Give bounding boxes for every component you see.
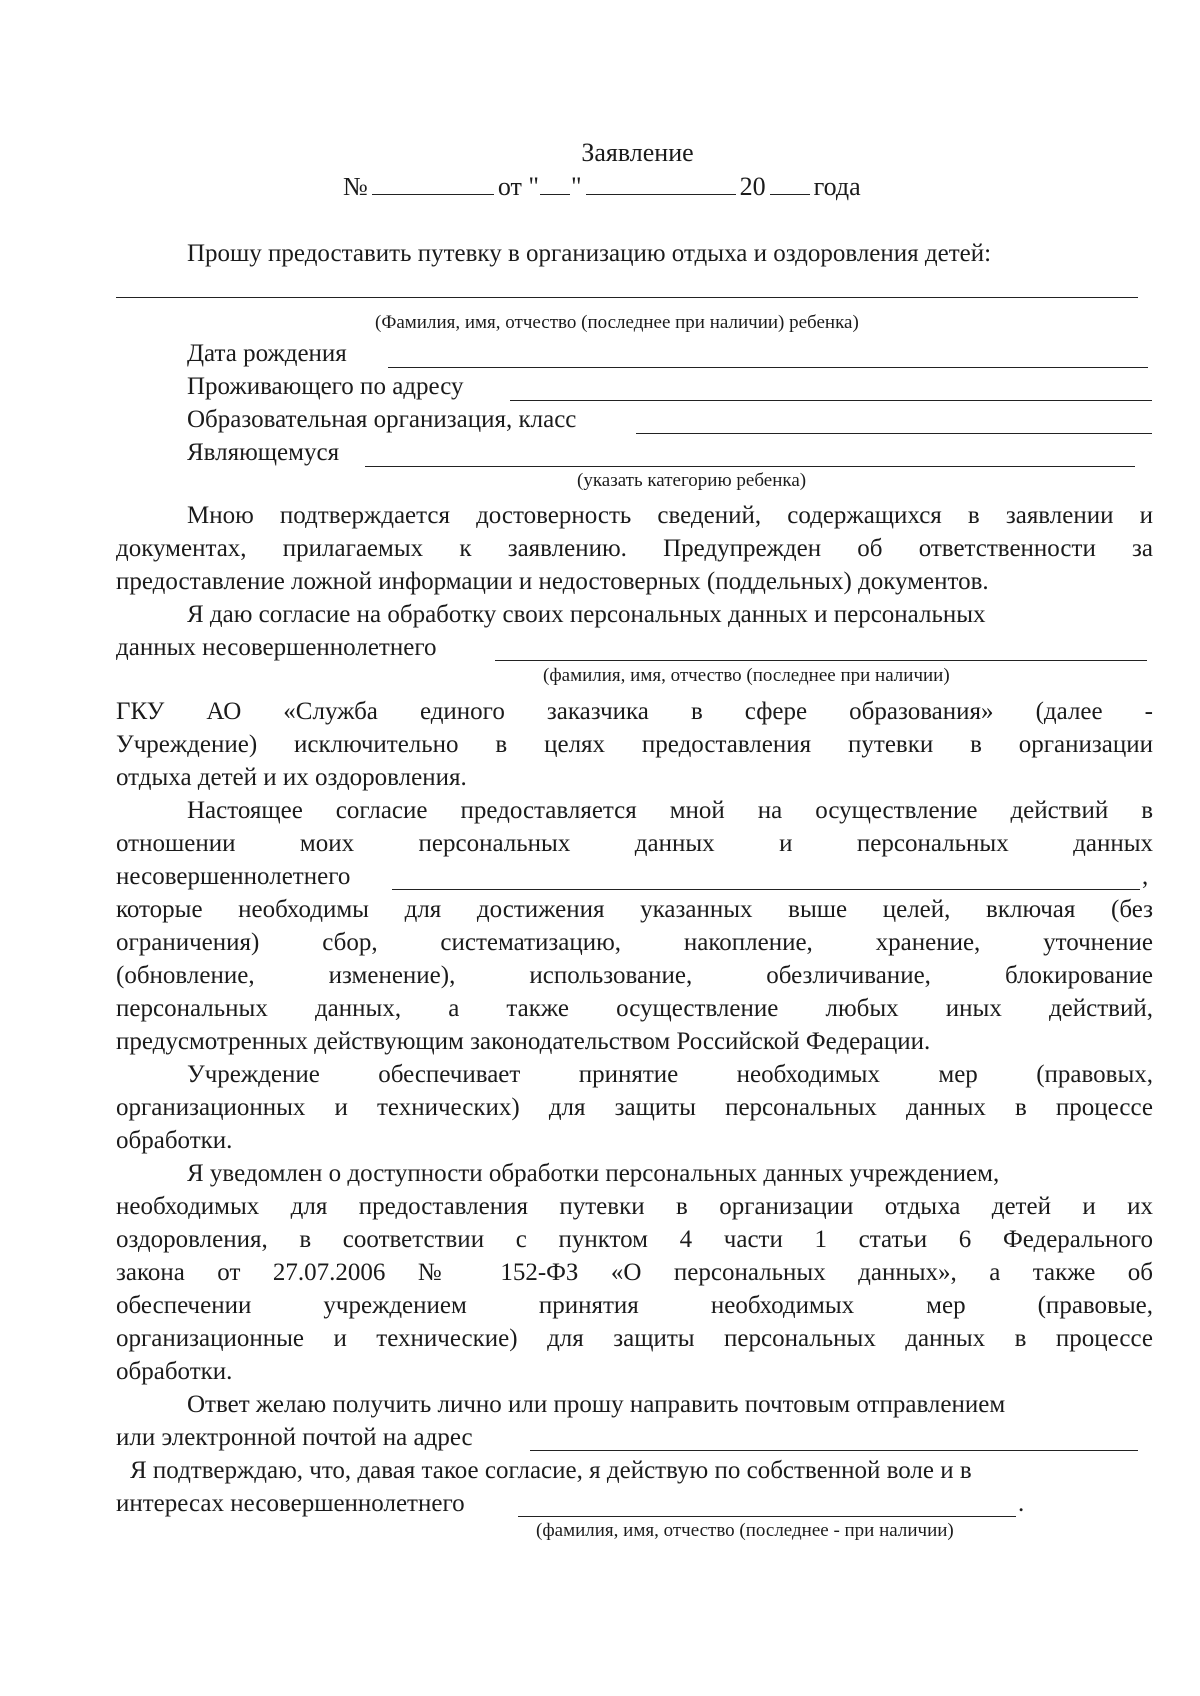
year-blank[interactable] — [770, 172, 810, 195]
quote-close: " — [570, 172, 582, 201]
address-label: Проживающего по адресу — [187, 373, 464, 400]
p4-line3: несовершеннолетнего — [116, 863, 351, 890]
p4-line1: Настоящее согласие предоставляется мной на осуществление действий в — [187, 797, 1153, 824]
p4-line3-comma: , — [1142, 863, 1149, 890]
month-blank[interactable] — [586, 172, 736, 195]
minor-name-field-3[interactable] — [518, 1516, 1016, 1517]
p6-line1: Я уведомлен о доступности обработки персональных данных учреждением, — [187, 1160, 1000, 1187]
p4-line2: отношении моих персональных данных и персональных данных — [116, 830, 1153, 857]
document-title: Заявление — [581, 138, 694, 167]
p8-line1: Я подтверждаю, что, давая такое согласие, я действую по собственной воле и в — [130, 1457, 972, 1484]
p6-line5: обеспечении учреждением принятия необходимых мер (правовые, — [116, 1292, 1153, 1319]
p2-line1: Я даю согласие на обработку своих персональных данных и персональных — [187, 601, 986, 628]
number-date-line — [343, 172, 861, 202]
year-prefix: 20 — [739, 172, 766, 201]
p8-line2-period: . — [1018, 1490, 1025, 1517]
p1-line3: предоставление ложной информации и недостоверных (поддельных) документов. — [116, 568, 989, 595]
p4-line6: (обновление, изменение), использование, обезличивание, блокирование — [116, 962, 1153, 989]
minor-name-field-1[interactable] — [495, 660, 1147, 661]
p3-line1: ГКУ АО «Служба единого заказчика в сфере образования» (далее - — [116, 698, 1153, 725]
p8-line2: интересах несовершеннолетнего — [116, 1490, 465, 1517]
p1-line1: Мною подтверждается достоверность сведений, содержащихся в заявлении и — [187, 502, 1153, 529]
p8-caption: (фамилия, имя, отчество (последнее - при наличии) — [536, 1520, 954, 1541]
p1-line2: документах, прилагаемых к заявлению. Предупрежден об ответственности за — [116, 535, 1153, 562]
p7-line1: Ответ желаю получить лично или прошу направить почтовым отправлением — [187, 1391, 1006, 1418]
p5-line1: Учреждение обеспечивает принятие необходимых мер (правовых, — [187, 1061, 1153, 1088]
category-caption: (указать категорию ребенка) — [577, 470, 807, 491]
p2-caption: (фамилия, имя, отчество (последнее при наличии) — [543, 665, 950, 686]
school-label: Образовательная организация, класс — [187, 406, 577, 433]
p4-line7: персональных данных, а также осуществление любых иных действий, — [116, 995, 1153, 1022]
from-label: от " — [497, 172, 539, 201]
child-name-field[interactable] — [116, 297, 1138, 298]
number-blank[interactable] — [372, 172, 494, 195]
school-field[interactable] — [636, 433, 1152, 434]
p4-line5: ограничения) сбор, систематизацию, накопление, хранение, уточнение — [116, 929, 1153, 956]
p7-line2: или электронной почтой на адрес — [116, 1424, 473, 1451]
number-label: № — [343, 172, 368, 201]
category-label: Являющемуся — [187, 439, 340, 466]
child-name-caption: (Фамилия, имя, отчество (последнее при наличии) ребенка) — [375, 312, 859, 333]
p6-line2: необходимых для предоставления путевки в организации отдыха детей и их — [116, 1193, 1153, 1220]
minor-name-field-2[interactable] — [392, 889, 1140, 890]
reply-address-field[interactable] — [530, 1450, 1138, 1451]
p3-line3: отдыха детей и их оздоровления. — [116, 764, 467, 791]
p3-line2: Учреждение) исключительно в целях предоставления путевки в организации — [116, 731, 1153, 758]
day-blank[interactable] — [540, 172, 570, 195]
p5-line3: обработки. — [116, 1127, 233, 1154]
p6-line3: оздоровления, в соответствии с пунктом 4 части 1 статьи 6 Федерального — [116, 1226, 1153, 1253]
p4-line4: которые необходимы для достижения указанных выше целей, включая (без — [116, 896, 1153, 923]
p4-line8: предусмотренных действующим законодательством Российской Федерации. — [116, 1028, 931, 1055]
birth-date-label: Дата рождения — [187, 340, 347, 367]
p2-line2: данных несовершеннолетнего — [116, 634, 437, 661]
p6-line7: обработки. — [116, 1358, 233, 1385]
p6-line6: организационные и технические) для защиты персональных данных в процессе — [116, 1325, 1153, 1352]
p6-line4: закона от 27.07.2006 № 152-ФЗ «О персональных данных», а также об — [116, 1259, 1153, 1286]
category-field[interactable] — [365, 466, 1135, 467]
request-text: Прошу предоставить путевку в организацию отдыха и оздоровления детей: — [187, 240, 992, 267]
year-suffix: года — [813, 172, 861, 201]
address-field[interactable] — [510, 400, 1152, 401]
p5-line2: организационных и технических) для защиты персональных данных в процессе — [116, 1094, 1153, 1121]
birth-date-field[interactable] — [388, 367, 1148, 368]
